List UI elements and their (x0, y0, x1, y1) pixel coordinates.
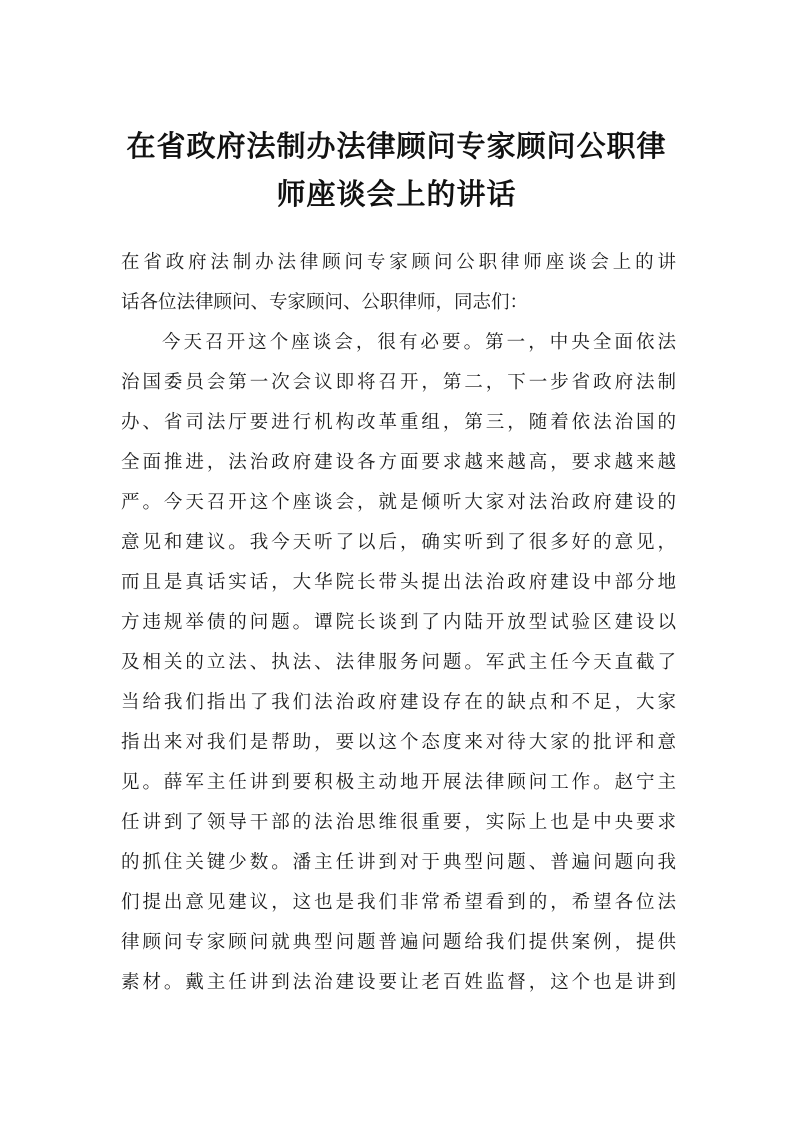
body-line-4: 全面推进，法治政府建设各方面要求越来越高，要求越来越 (121, 452, 676, 473)
body-line-8: 方违规举债的问题。谭院长谈到了内陆开放型试验区建设以 (121, 612, 676, 633)
body-line-12: 见。薛军主任讲到要积极主动地开展法律顾问工作。赵宁主 (121, 772, 676, 793)
body-line-17: 素材。戴主任讲到法治建设要让老百姓监督，这个也是讲到 (121, 972, 676, 993)
body-line-16: 律顾问专家顾问就典型问题普遍问题给我们提供案例，提供 (121, 932, 676, 953)
body-line-14: 的抓住关键少数。潘主任讲到对于典型问题、普遍问题向我 (121, 852, 676, 873)
body-line-10: 当给我们指出了我们法治政府建设存在的缺点和不足，大家 (121, 692, 676, 713)
body-line-2: 治国委员会第一次会议即将召开，第二，下一步省政府法制 (121, 372, 676, 393)
body-line-1: 今天召开这个座谈会，很有必要。第一，中央全面依法 (162, 332, 676, 353)
document-title-line-2: 师座谈会上的讲话 (276, 177, 517, 211)
document-title-line-1: 在省政府法制办法律顾问专家顾问公职律 (126, 129, 667, 163)
body-line-15: 们提出意见建议，这也是我们非常希望看到的，希望各位法 (121, 892, 676, 913)
body-line-7: 而且是真话实话，大华院长带头提出法治政府建设中部分地 (121, 572, 676, 593)
body-line-5: 严。今天召开这个座谈会，就是倾听大家对法治政府建设的 (121, 492, 676, 513)
body-line-3: 办、省司法厅要进行机构改革重组，第三，随着依法治国的 (121, 412, 676, 433)
body-line-6: 意见和建议。我今天听了以后，确实听到了很多好的意见， (121, 532, 676, 553)
body-line-11: 指出来对我们是帮助，要以这个态度来对待大家的批评和意 (121, 732, 676, 753)
intro-line-2: 话各位法律顾问、专家顾问、公职律师，同志们： (121, 292, 529, 313)
intro-line-1: 在省政府法制办法律顾问专家顾问公职律师座谈会上的讲 (121, 252, 676, 273)
body-line-9: 及相关的立法、执法、法律服务问题。军武主任今天直截了 (121, 652, 676, 673)
body-line-13: 任讲到了领导干部的法治思维很重要，实际上也是中央要求 (121, 812, 676, 833)
